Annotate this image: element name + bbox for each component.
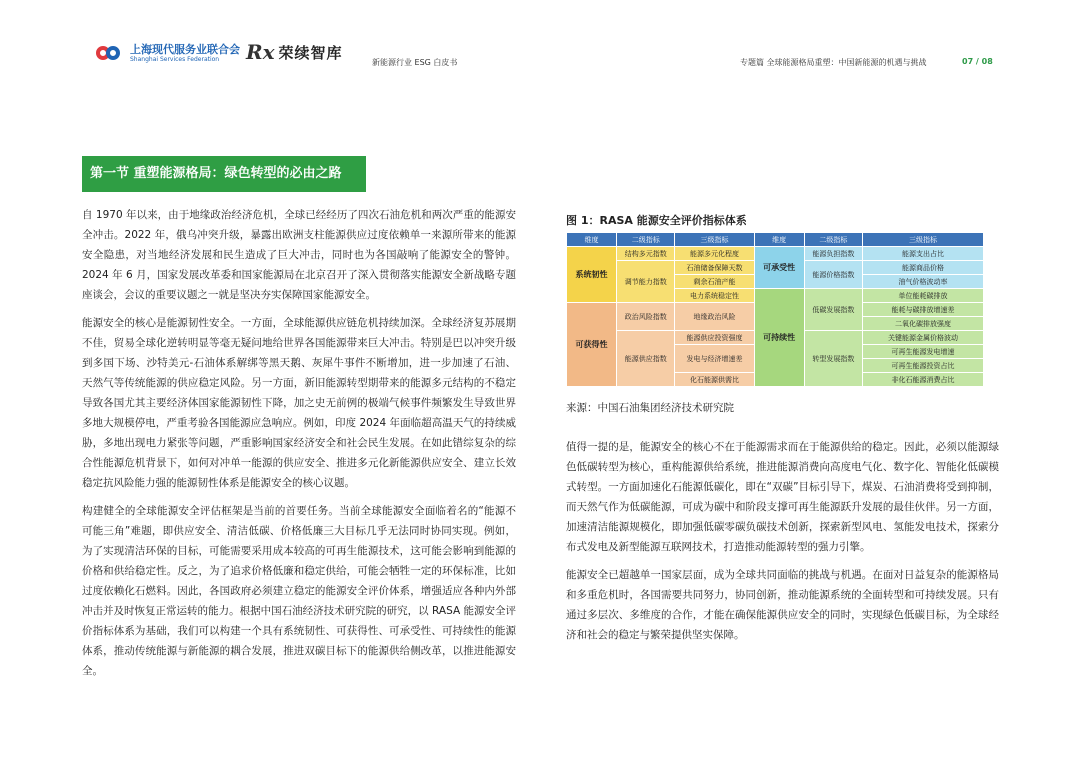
dim-resilience: 系统韧性: [567, 247, 617, 303]
ssf-logo-icon: [96, 42, 124, 64]
item-carbon-per-energy: 单位能耗碳排放: [863, 289, 984, 303]
left-column: [82, 205, 516, 689]
page-number: 07 / 08: [962, 57, 993, 66]
sub-political-risk: 政治风险指数: [617, 303, 675, 331]
header-dim-right: 维度: [754, 233, 804, 247]
item-renewable-growth: 可再生能源发电增速: [863, 345, 984, 359]
dim-accessibility: 可获得性: [567, 303, 617, 387]
sub-energy-supply: 能源供应指数: [617, 331, 675, 387]
header-level2-right: 二级指标: [804, 233, 862, 247]
item-power-stability: 电力系统稳定性: [675, 289, 754, 303]
right-column: [566, 437, 999, 653]
header-level2-left: 二级指标: [617, 233, 675, 247]
ssf-name-cn: 上海现代服务业联合会: [130, 42, 240, 56]
item-spare-oil-capacity: 剩余石油产能: [675, 275, 754, 289]
sub-structure-diversity: 结构多元指数: [617, 247, 675, 261]
header-level3-right: 三级指标: [863, 233, 984, 247]
item-power-economy-gap: 发电与经济增速差: [675, 345, 754, 373]
dim-sustainability: 可持续性: [754, 289, 804, 387]
right-paragraph-1: 值得一提的是，能源安全的核心不在于能源需求而在于能源供给的稳定。因此，必须以能源绿色低碳转型为核心，重构能源供给系统，推进能源消费向高度电气化、数字化、智能化低碳模式转型。一方面加速化石能源低碳化，即在“双碳”目标引导下，煤炭、石油消费将受到抑制，而天然气作为低碳能源，可成为碳中和阶段支撑可再生能源跃升发展的最佳伙伴。另一方面，加速清洁能源规模化，即加强低碳零碳负碳技术创新，探索新型风电、氢能发电技术，探索分布式发电及新型能源互联网技术，打造推动能源转型的强力引擎。: [566, 441, 999, 553]
item-energy-commodity-price: 能源商品价格: [863, 261, 984, 275]
item-nonfossil-share: 非化石能源消费占比: [863, 373, 984, 387]
item-fossil-supply-demand: 化石能源供需比: [675, 373, 754, 387]
item-energy-carbon-growth-gap: 能耗与碳排放增速差: [863, 303, 984, 317]
item-energy-spending-share: 能源支出占比: [863, 247, 984, 261]
ssf-name-en: Shanghai Services Federation: [130, 55, 220, 63]
dim-affordability: 可承受性: [754, 247, 804, 289]
ssf-logo: [96, 42, 240, 64]
sub-energy-burden: 能源负担指数: [804, 247, 862, 261]
figure-title: 图 1：RASA 能源安全评价指标体系: [566, 214, 747, 227]
left-paragraph-2: 能源安全的核心是能源韧性安全。一方面，全球能源供应链危机持续加深。全球经济复苏展期不佳，贸易全球化逆转明显等毫无疑问地给世界各国能源带来巨大冲击。特别是巴以冲突升级到多国下场、沙特美元-石油体系解绑等黑天鹅、灰犀牛事件不断增加，进一步加速了石油、天然气等传统能源的供应稳定风险。另一方面，新旧能源转型期带来的能源多元结构的不稳定导致各国尤其主要经济体国家能源韧性下降，加之史无前例的极端气候事件频繁发生导致世界多地大规模停电，严重考验各国能源应急响应。例如，印度 2024 年面临超高温天气的持续威胁，多地出现电力紧张等问题，严重影响国家经济安全和社会民生发展。在如此错综复杂的综合性能源危机背景下，如何对冲单一能源的供应安全、推进多元化新能源供应安全、建立长效稳定抗风险能力强的能源韧性体系是能源安全的核心议题。: [82, 317, 516, 489]
left-paragraph-1: 自 1970 年以来，由于地缘政治经济危机，全球已经经历了四次石油危机和两次严重的能源安全冲击。2022 年，俄乌冲突升级，暴露出欧洲支柱能源供应过度依赖单一来源所带来的能源安全隐患，对当地经济发展和民生造成了巨大冲击，同时也为各国敲响了能源安全的警钟。2024 年 6 月，国家发展改革委和国家能源局在北京召开了深入贯彻落实能源安全新战略专题座谈会，会议的重要议题之一就是坚决夯实保障国家能源安全。: [82, 209, 516, 301]
rongxu-logo-icon: Rx: [246, 40, 275, 64]
item-oil-reserve-days: 石油储备保障天数: [675, 261, 754, 275]
item-geopolitical-risk: 地缘政治风险: [675, 303, 754, 331]
right-paragraph-2: 能源安全已超越单一国家层面，成为全球共同面临的挑战与机遇。在面对日益复杂的能源格局和多重危机时，各国需要共同努力，协同创新，推动能源系统的全面转型和可持续发展。只有通过多层次、多维度的合作，才能在确保能源供应安全的同时，实现绿色低碳目标，为全球经济和社会的稳定与繁荣提供坚实保障。: [566, 569, 999, 641]
table-row: [567, 247, 984, 261]
item-energy-diversity: 能源多元化程度: [675, 247, 754, 261]
doc-title: 新能源行业 ESG 白皮书: [372, 58, 458, 67]
figure-source: 来源：中国石油集团经济技术研究院: [566, 402, 734, 414]
section-title: 第一节 重塑能源格局：绿色转型的必由之路: [82, 156, 366, 192]
sub-regulation-capacity: 调节能力指数: [617, 261, 675, 303]
chapter-title: 专题篇 全球能源格局重塑：中国新能源的机遇与挑战: [740, 58, 927, 67]
item-supply-investment: 能源供应投资强度: [675, 331, 754, 345]
sub-energy-price: 能源价格指数: [804, 261, 862, 289]
rasa-index-table: [566, 232, 984, 387]
sub-low-carbon: 低碳发展指数: [804, 289, 862, 331]
rongxu-name: 荣续智库: [278, 43, 343, 62]
rongxu-logo: [246, 40, 343, 64]
left-paragraph-3: 构建健全的全球能源安全评估框架是当前的首要任务。当前全球能源安全面临着名的“能源不可能三角”难题，即供应安全、清洁低碳、价格低廉三大目标几乎无法同时协同实现。例如，为了实现清洁环保的目标，可能需要采用成本较高的可再生能源技术，这可能会影响到能源的价格和供给稳定性。反之，为了追求价格低廉和稳定供给，可能会牺牲一定的环保标准，比如过度依赖化石燃料。因此，各国政府必须建立稳定的能源安全评价体系，增强适应各种内外部冲击并及时恢复正常运转的能力。根据中国石油经济技术研究院的研究，以 RASA 能源安全评价指标体系为基础，我们可以构建一个具有系统韧性、可获得性、可承受性、可持续性的能源体系，推动传统能源与新能源的耦合发展，推进双碳目标下的能源供给侧改革，以推进能源安全。: [82, 505, 516, 677]
table-header-row: [567, 233, 984, 247]
header-dim-left: 维度: [567, 233, 617, 247]
sub-transition: 转型发展指数: [804, 331, 862, 387]
item-oil-gas-volatility: 油气价格波动率: [863, 275, 984, 289]
header-level3-left: 三级指标: [675, 233, 754, 247]
item-key-metal-price: 关键能源金属价格波动: [863, 331, 984, 345]
item-renewable-investment: 可再生能源投资占比: [863, 359, 984, 373]
item-co2-intensity: 二氧化碳排放强度: [863, 317, 984, 331]
